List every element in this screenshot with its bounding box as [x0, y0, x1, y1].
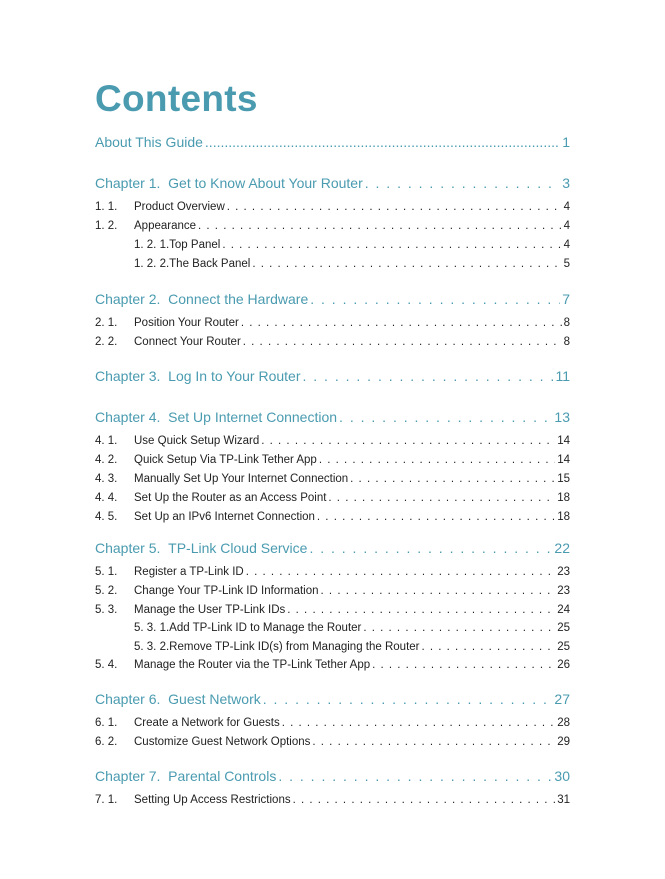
toc-page-number: 27 [554, 691, 570, 707]
chapter-label: Chapter 6. [95, 691, 161, 707]
toc-page-number: 22 [554, 540, 570, 556]
toc-entry-about[interactable] [95, 134, 570, 150]
chapter-label: Chapter 3. [95, 368, 161, 384]
dot-leader [241, 317, 562, 329]
subsection-title: 5. 3. 2.Remove TP-Link ID(s) from Managing the Router [134, 641, 420, 653]
section-number: 4. 4. [95, 492, 118, 504]
toc-page-number: 3 [562, 175, 570, 191]
dot-leader [278, 768, 552, 784]
toc-page-number: 18 [557, 511, 570, 523]
toc-entry-chapter-3[interactable] [95, 368, 570, 384]
section-title: Change Your TP-Link ID Information [134, 585, 319, 597]
section-title: Use Quick Setup Wizard [134, 435, 260, 447]
section-number: 1. 1. [95, 201, 118, 213]
dot-leader [243, 336, 562, 348]
chapter-title: Guest Network [168, 691, 261, 707]
dot-leader [309, 540, 552, 556]
toc-page-number: 23 [557, 585, 570, 597]
section-number: 5. 3. [95, 604, 118, 616]
toc-page-number: 25 [557, 622, 570, 634]
toc-page-number: 18 [557, 492, 570, 504]
dot-leader [321, 585, 556, 597]
toc-page-number: 4 [563, 220, 570, 232]
chapter-label: Chapter 5. [95, 540, 161, 556]
toc-entry-section[interactable] [95, 604, 570, 616]
section-number: 4. 1. [95, 435, 118, 447]
section-title: Product Overview [134, 201, 225, 213]
toc-entry-section[interactable] [95, 659, 570, 671]
section-title: Set Up the Router as an Access Point [134, 492, 327, 504]
chapter-label: Chapter 1. [95, 175, 161, 191]
toc-entry-chapter-1[interactable] [95, 175, 570, 191]
section-title: Set Up an IPv6 Internet Connection [134, 511, 315, 523]
chapter-title: Get to Know About Your Router [168, 175, 363, 191]
toc-entry-section[interactable] [95, 201, 570, 213]
section-number: 5. 1. [95, 566, 118, 578]
chapter-label: Chapter 4. [95, 409, 161, 425]
toc-entry-chapter-5[interactable] [95, 540, 570, 556]
dot-leader [317, 511, 555, 523]
toc-page-number: 8 [563, 317, 570, 329]
toc-entry-section[interactable] [95, 435, 570, 447]
toc-page-number: 1 [562, 134, 570, 150]
toc-page-number: 4 [563, 201, 570, 213]
dot-leader [263, 691, 553, 707]
chapter-title: Parental Controls [168, 768, 277, 784]
chapter-title: TP-Link Cloud Service [168, 540, 308, 556]
toc-entry-section[interactable] [95, 473, 570, 485]
toc-entry-section[interactable] [95, 492, 570, 504]
dot-leader [198, 220, 562, 232]
dot-leader [365, 175, 560, 191]
section-number: 4. 3. [95, 473, 118, 485]
chapter-label: Chapter 2. [95, 291, 161, 307]
toc-entry-subsection[interactable] [134, 239, 570, 251]
section-title: Register a TP-Link ID [134, 566, 244, 578]
section-title: Quick Setup Via TP-Link Tether App [134, 454, 317, 466]
dot-leader [328, 492, 555, 504]
chapter-title: Connect the Hardware [168, 291, 309, 307]
section-title: Customize Guest Network Options [134, 736, 311, 748]
toc-entry-section[interactable] [95, 794, 570, 806]
section-number: 6. 1. [95, 717, 118, 729]
toc-page-number: 14 [557, 435, 570, 447]
subsection-title: 5. 3. 1.Add TP-Link ID to Manage the Router [134, 622, 362, 634]
dot-leader [350, 473, 555, 485]
section-title: Manage the User TP-Link IDs [134, 604, 286, 616]
section-title: Create a Network for Guests [134, 717, 280, 729]
toc-entry-chapter-2[interactable] [95, 291, 570, 307]
toc-entry-section[interactable] [95, 585, 570, 597]
toc-entry-chapter-6[interactable] [95, 691, 570, 707]
toc-page-number: 24 [557, 604, 570, 616]
toc-page-number: 15 [557, 473, 570, 485]
toc-page-number: 8 [563, 336, 570, 348]
subsection-title: 1. 2. 2.The Back Panel [134, 258, 251, 270]
section-number: 4. 5. [95, 511, 118, 523]
dot-leader [205, 134, 560, 150]
toc-page-number: 26 [557, 659, 570, 671]
section-number: 5. 4. [95, 659, 118, 671]
section-title: Setting Up Access Restrictions [134, 794, 291, 806]
dot-leader [261, 435, 555, 447]
dot-leader [287, 604, 555, 616]
section-title: Manage the Router via the TP-Link Tether App [134, 659, 371, 671]
dot-leader [312, 736, 555, 748]
dot-leader [422, 641, 556, 653]
toc-page-number: 4 [563, 239, 570, 251]
section-number: 5. 2. [95, 585, 118, 597]
section-number: 2. 2. [95, 336, 118, 348]
toc-page-number: 13 [554, 409, 570, 425]
section-number: 4. 2. [95, 454, 118, 466]
toc-page-number: 28 [557, 717, 570, 729]
toc-page-number: 25 [557, 641, 570, 653]
toc-entry-chapter-4[interactable] [95, 409, 570, 425]
toc-page-number: 5 [563, 258, 570, 270]
toc-entry-subsection[interactable] [134, 258, 570, 270]
toc-page-number: 31 [557, 794, 570, 806]
chapter-title: Set Up Internet Connection [168, 409, 338, 425]
page-title: Contents [95, 78, 258, 119]
toc-entry-section[interactable] [95, 220, 570, 232]
dot-leader [372, 659, 555, 671]
dot-leader [319, 454, 555, 466]
toc-entry-section[interactable] [95, 336, 570, 348]
toc-entry-subsection[interactable] [134, 622, 570, 634]
section-number: 6. 2. [95, 736, 118, 748]
toc-page-number: 7 [562, 291, 570, 307]
dot-leader [246, 566, 555, 578]
toc-entry-chapter-7[interactable] [95, 768, 570, 784]
chapter-title: Log In to Your Router [168, 368, 301, 384]
section-title: Appearance [134, 220, 197, 232]
dot-leader [282, 717, 555, 729]
toc-entry-section[interactable] [95, 511, 570, 523]
section-number: 1. 2. [95, 220, 118, 232]
section-title: Connect Your Router [134, 336, 241, 348]
chapter-label: Chapter 7. [95, 768, 161, 784]
section-number: 2. 1. [95, 317, 118, 329]
toc-page-number: 14 [557, 454, 570, 466]
toc-about-label: About This Guide [95, 134, 203, 150]
dot-leader [293, 794, 556, 806]
dot-leader [339, 409, 552, 425]
dot-leader [252, 258, 561, 270]
toc-page-number: 23 [557, 566, 570, 578]
toc-entry-section[interactable] [95, 454, 570, 466]
dot-leader [222, 239, 561, 251]
section-title: Position Your Router [134, 317, 239, 329]
dot-leader [302, 368, 553, 384]
toc-page-number: 29 [557, 736, 570, 748]
toc-page-number: 30 [554, 768, 570, 784]
dot-leader [310, 291, 560, 307]
section-number: 7. 1. [95, 794, 118, 806]
dot-leader [363, 622, 555, 634]
toc-entry-section[interactable] [95, 717, 570, 729]
section-title: Manually Set Up Your Internet Connection [134, 473, 349, 485]
toc-entry-subsection[interactable] [134, 641, 570, 653]
toc-entry-section[interactable] [95, 566, 570, 578]
subsection-title: 1. 2. 1.Top Panel [134, 239, 221, 251]
dot-leader [227, 201, 562, 213]
toc-entry-section[interactable] [95, 736, 570, 748]
toc-entry-section[interactable] [95, 317, 570, 329]
toc-page-number: 11 [555, 368, 570, 384]
